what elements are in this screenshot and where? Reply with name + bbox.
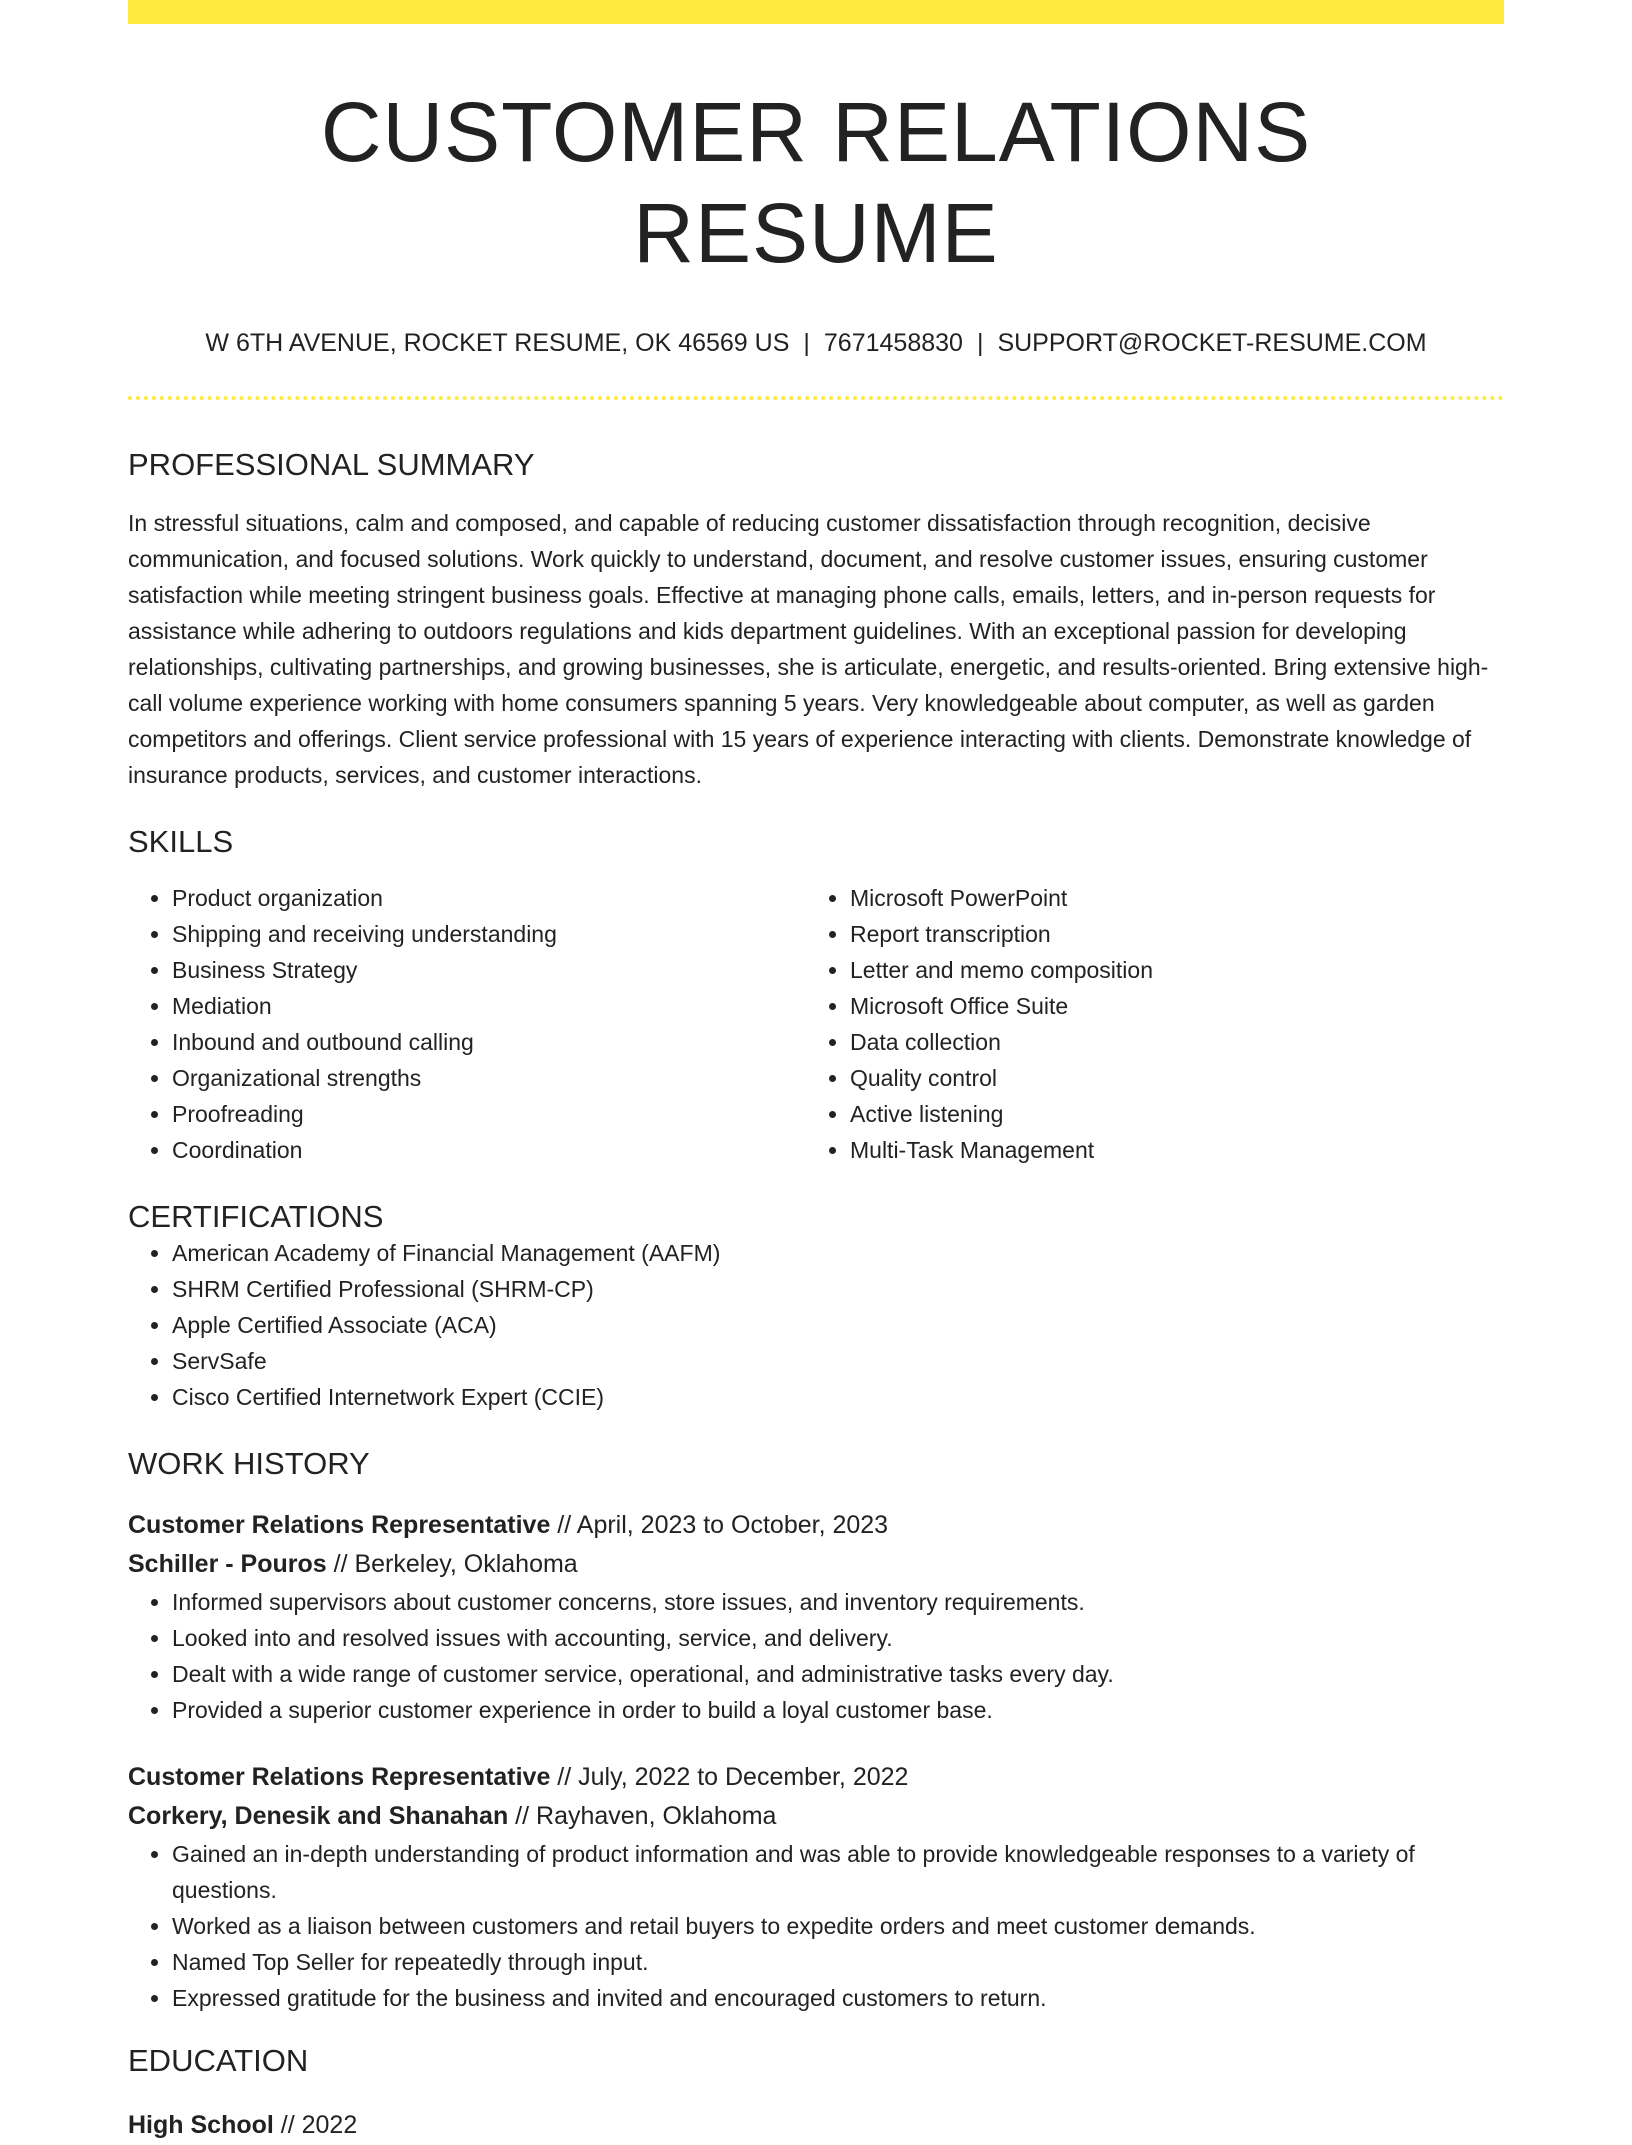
- work-history-heading: WORK HISTORY: [128, 1446, 370, 1482]
- skill-item: • Letter and memo composition: [850, 952, 1484, 988]
- job-title: Customer Relations Representative: [128, 1763, 551, 1792]
- skill-item: • Shipping and receiving understanding: [172, 916, 806, 952]
- education-year: // 2022: [273, 2110, 358, 2139]
- job-location: // Berkeley, Oklahoma: [326, 1550, 578, 1579]
- job-title-line: [128, 1506, 1504, 1545]
- job-company: Corkery, Denesik and Shanahan: [128, 1802, 509, 1831]
- contact-separator: |: [976, 328, 984, 357]
- job-company: Schiller - Pouros: [128, 1550, 327, 1579]
- contact-separator: |: [803, 328, 810, 357]
- skills-list-right: [806, 880, 1484, 1168]
- skill-item: • Business Strategy: [172, 952, 806, 988]
- education-section: [128, 2042, 1504, 2144]
- education-degree: High School: [128, 2110, 274, 2139]
- contact-phone: 7671458830: [823, 328, 963, 357]
- job-title-line: [128, 1758, 1504, 1797]
- job-dates: // April, 2023 to October, 2023: [550, 1511, 889, 1540]
- skill-item: • Quality control: [850, 1060, 1484, 1096]
- contact-address: W 6TH AVENUE, ROCKET RESUME, OK 46569 US: [205, 328, 790, 357]
- certification-item: • Cisco Certified Internetwork Expert (CCIE): [172, 1379, 1504, 1415]
- skills-column-right: [806, 880, 1484, 1168]
- skill-item: • Inbound and outbound calling: [172, 1024, 806, 1060]
- skill-item: • Microsoft Office Suite: [850, 988, 1484, 1024]
- job-bullet: • Looked into and resolved issues with accounting, service, and delivery.: [172, 1620, 1504, 1656]
- skills-section: [128, 823, 1504, 1168]
- certification-item: • ServSafe: [172, 1343, 1504, 1379]
- job-bullet: • Worked as a liaison between customers and retail buyers to expedite orders and meet customer demands.: [172, 1908, 1504, 1944]
- education-heading: EDUCATION: [128, 2043, 309, 2079]
- certifications-heading: CERTIFICATIONS: [128, 1198, 384, 1234]
- skill-item: • Report transcription: [850, 916, 1484, 952]
- skills-list-left: [128, 880, 806, 1168]
- work-history-section: [128, 1445, 1504, 2016]
- top-accent-bar: [128, 0, 1504, 24]
- job-bullet: • Informed supervisors about customer concerns, store issues, and inventory requirements.: [172, 1584, 1504, 1620]
- job-company-line: [128, 1797, 1504, 1836]
- skill-item: • Microsoft PowerPoint: [850, 880, 1484, 916]
- job-entry: [128, 1506, 1504, 1728]
- job-bullet-list: [128, 1584, 1504, 1728]
- certifications-section: [128, 1198, 1504, 1415]
- job-bullet: • Named Top Seller for repeatedly through input.: [172, 1944, 1504, 1980]
- job-bullet: • Expressed gratitude for the business and invited and encouraged customers to return.: [172, 1980, 1504, 2016]
- job-bullet: • Gained an in-depth understanding of product information and was able to provide knowledgeable responses to a variety of questions.: [172, 1836, 1504, 1908]
- skill-item: • Data collection: [850, 1024, 1484, 1060]
- skill-item: • Active listening: [850, 1096, 1484, 1132]
- certifications-list: [128, 1235, 1504, 1415]
- job-location: // Rayhaven, Oklahoma: [508, 1802, 777, 1831]
- job-dates: // July, 2022 to December, 2022: [550, 1763, 909, 1792]
- summary-text: In stressful situations, calm and composed, and capable of reducing customer dissatisfaction through recognition, decisive communication, and focused solutions. Work quickly to understand, document, and resolve customer issues, ensuring customer satisfaction while meeting stringent business goals. Effective at managing phone calls, emails, letters, and in-person requests for assistance while adhering to outdoors regulations and kids department guidelines. With an exceptional passion for developing relationships, cultivating partnerships, and growing businesses, she is articulate, energetic, and results-oriented. Bring extensive high-call volume experience working with home consumers spanning 5 years. Very knowledgeable about computer, as well as garden competitors and offerings. Client service professional with 15 years of experience interacting with clients. Demonstrate knowledge of insurance products, services, and customer interactions.: [128, 509, 1489, 788]
- skill-item: • Organizational strengths: [172, 1060, 806, 1096]
- job-bullet: • Provided a superior customer experience in order to build a loyal customer base.: [172, 1692, 1504, 1728]
- skills-heading: SKILLS: [128, 823, 234, 859]
- education-entry: [128, 2106, 1504, 2145]
- certification-item: • American Academy of Financial Management (AAFM): [172, 1235, 1504, 1271]
- job-company-line: [128, 1545, 1504, 1584]
- skill-item: • Mediation: [172, 988, 806, 1024]
- job-title: Customer Relations Representative: [128, 1511, 551, 1540]
- contact-line: [128, 328, 1504, 358]
- summary-heading: PROFESSIONAL SUMMARY: [128, 446, 535, 482]
- skills-column-left: [128, 880, 806, 1168]
- certification-item: • SHRM Certified Professional (SHRM-CP): [172, 1271, 1504, 1307]
- header-divider: [128, 396, 1504, 400]
- skill-item: • Product organization: [172, 880, 806, 916]
- skill-item: • Multi-Task Management: [850, 1132, 1484, 1168]
- contact-email: SUPPORT@ROCKET-RESUME.COM: [997, 328, 1427, 357]
- skill-item: • Coordination: [172, 1132, 806, 1168]
- certification-item: • Apple Certified Associate (ACA): [172, 1307, 1504, 1343]
- summary-section: [128, 446, 1504, 793]
- job-bullet-list: [128, 1836, 1504, 2016]
- skills-columns: [128, 880, 1504, 1168]
- job-bullet: • Dealt with a wide range of customer service, operational, and administrative tasks every day.: [172, 1656, 1504, 1692]
- job-entry: [128, 1758, 1504, 2016]
- skill-item: • Proofreading: [172, 1096, 806, 1132]
- resume-page: [128, 0, 1504, 2145]
- resume-title: CUSTOMER RELATIONS RESUME: [320, 85, 1312, 280]
